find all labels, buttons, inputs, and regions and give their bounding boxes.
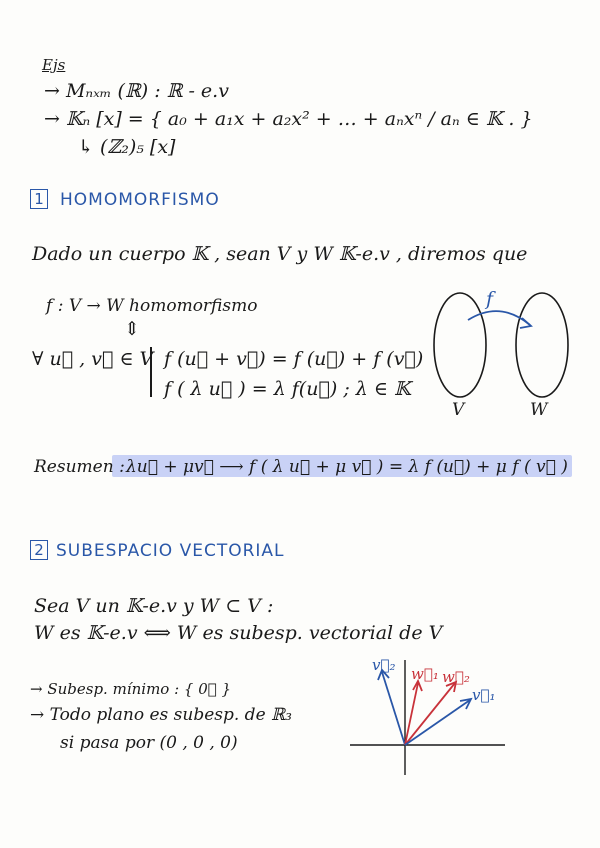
map-label-f: f <box>486 288 494 310</box>
summary-formula: λu⃗ + μv⃗ ⟶ f ( λ u⃗ + μ v⃗ ) = λ f (u⃗) + μ f ( v⃗ ) <box>126 457 568 477</box>
example-matrix-space: → Mₙₓₘ (ℝ) : ℝ - e.v <box>44 80 229 102</box>
bullet-origin-condition: si pasa por (0 , 0 , 0) <box>60 733 238 753</box>
equivalence-arrow: ⇕ <box>124 318 140 340</box>
vector-v1 <box>405 700 470 745</box>
vector-w2 <box>405 683 455 745</box>
quantifier-uv: ∀ u⃗ , v⃗ ∈ V <box>32 348 154 370</box>
bullet-planes: → Todo plano es subesp. de ℝ₃ <box>30 705 292 725</box>
section1-number: 1 <box>30 189 48 209</box>
section2-line2: W es 𝕂-e.v ⟺ W es subesp. vectorial de V <box>34 622 443 644</box>
label-w2: w⃗₂ <box>442 668 470 686</box>
section2-line1: Sea V un 𝕂-e.v y W ⊂ V : <box>34 595 274 617</box>
example-polynomial-space: → 𝕂ₙ [x] = { a₀ + a₁x + a₂x² + … + aₙxⁿ / aₙ ∈ 𝕂 . } <box>44 108 533 130</box>
vector-v2 <box>382 672 405 745</box>
additivity-condition: f (u⃗ + v⃗) = f (u⃗) + f (v⃗) <box>164 348 424 370</box>
section1-intro: Dado un cuerpo 𝕂 , sean V y W 𝕂-e.v , diremos que <box>32 243 528 265</box>
section2-number: 2 <box>30 540 48 560</box>
label-w1: w⃗₁ <box>411 665 439 683</box>
summary-label: Resumen : <box>34 457 125 477</box>
label-v2: v⃗₂ <box>372 656 396 674</box>
homogeneity-condition: f ( λ u⃗ ) = λ f(u⃗) ; λ ∈ 𝕂 <box>164 378 411 400</box>
section1-title: HOMOMORFISMO <box>60 190 220 210</box>
bullet-minimal-subspace: → Subesp. mínimo : { 0⃗ } <box>30 680 232 698</box>
codomain-label: W <box>530 400 548 420</box>
section2-title: SUBESPACIO VECTORIAL <box>56 541 285 561</box>
homomorphism-definition: f : V → W homomorfismo <box>46 296 258 316</box>
domain-label: V <box>452 400 465 420</box>
examples-heading: Ejs <box>42 56 66 74</box>
example-z2-polynomials: ↳ (ℤ₂)₅ [x] <box>78 136 176 158</box>
label-v1: v⃗₁ <box>472 686 496 704</box>
